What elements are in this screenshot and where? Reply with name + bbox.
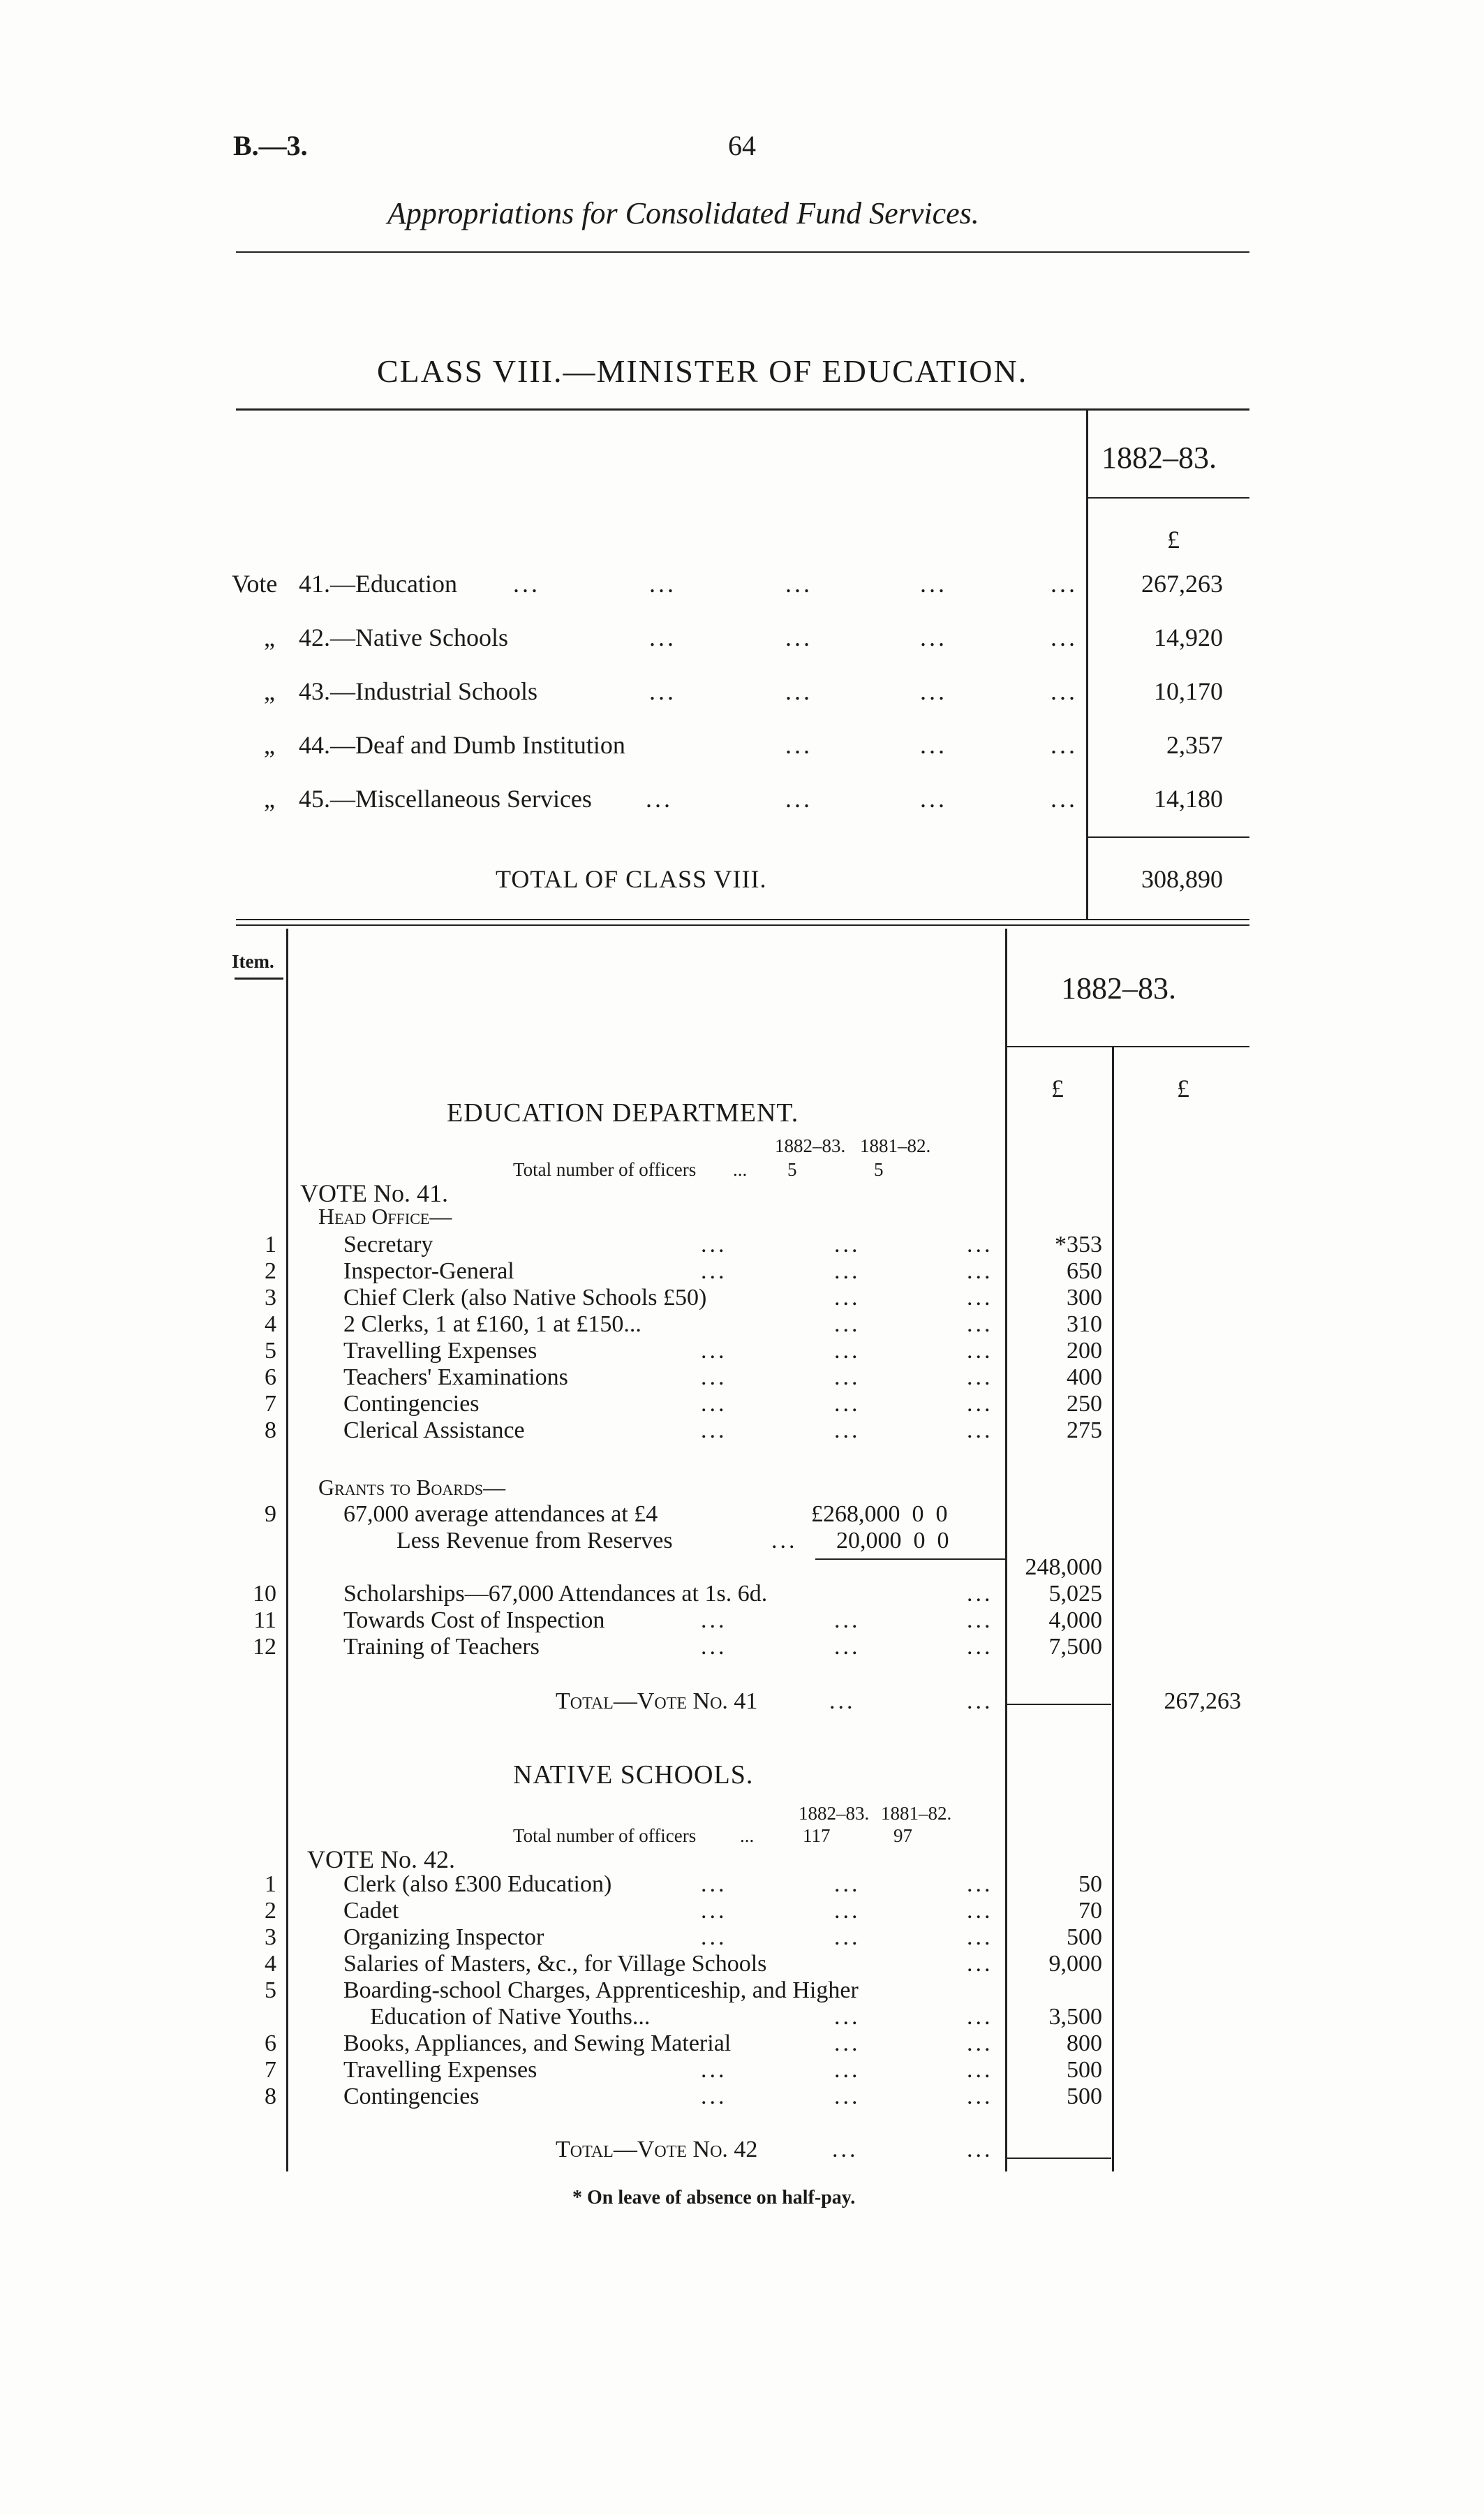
leader-dots: ... [967, 1364, 993, 1390]
summary-row-amount: 10,170 [1154, 677, 1223, 705]
item-number: 3 [265, 1924, 276, 1950]
class-title: CLASS VIII.—MINISTER OF EDUCATION. [377, 353, 1028, 389]
leader-dots: ... [920, 570, 947, 598]
item-number: 4 [265, 1311, 276, 1337]
leader-dots: ... [967, 2057, 993, 2083]
leader-dots: ... [967, 1688, 993, 1714]
education-officers-year2: 1881–82. [860, 1135, 931, 1156]
section-double-rule-bottom [236, 924, 1249, 926]
footnote: * On leave of absence on half-pay. [572, 2187, 856, 2208]
leader-dots: ... [1051, 785, 1078, 813]
education-officers-count2: 5 [874, 1159, 884, 1180]
summary-row-prefix: „ [264, 731, 275, 759]
vote-42-total-rule [1007, 2158, 1111, 2159]
leader-dots: ... [834, 2057, 861, 2083]
leader-dots: ... [967, 2030, 993, 2056]
item-number: 12 [253, 1634, 276, 1660]
item-label: Inspector-General [343, 1258, 514, 1284]
summary-row-prefix: „ [264, 624, 275, 651]
page-title: Appropriations for Consolidated Fund Services. [387, 196, 979, 230]
summary-row-amount: 267,263 [1141, 570, 1223, 598]
item-amount: 310 [1067, 1311, 1102, 1337]
leader-dots: ... [834, 2030, 861, 2056]
detail-year-rule [1007, 1046, 1249, 1047]
leader-dots: ... [920, 785, 947, 813]
amount-subcolumn-divider [1112, 1047, 1114, 2171]
vote-41-total-amount: 267,263 [1164, 1688, 1241, 1714]
item-amount: *353 [1055, 1232, 1102, 1258]
grant-line1-amount: £268,000 0 0 [811, 1501, 948, 1527]
item-label: Organizing Inspector [343, 1924, 544, 1950]
leader-dots: ... [649, 570, 676, 598]
item-amount: 500 [1067, 2083, 1102, 2109]
summary-top-rule [236, 408, 1249, 411]
item-label: Towards Cost of Inspection [343, 1607, 605, 1633]
leader-dots: ... [967, 1417, 993, 1443]
item-number: 11 [253, 1607, 276, 1633]
item-label: 2 Clerks, 1 at £160, 1 at £150... [343, 1311, 641, 1337]
item-number: 10 [253, 1581, 276, 1607]
vote-42-total-label: Total—Vote No. 42 [556, 2137, 758, 2162]
item-label: Clerk (also £300 Education) [343, 1871, 612, 1897]
leader-dots: ... [834, 1607, 861, 1633]
item-amount: 5,025 [1048, 1581, 1102, 1607]
detail-currency-col1: £ [1051, 1075, 1064, 1102]
leader-dots: ... [967, 1951, 993, 1977]
leader-dots: ... [829, 1688, 856, 1714]
vote-41-total-rule [1007, 1704, 1111, 1705]
leader-dots: ... [785, 624, 813, 651]
leader-dots: ... [834, 1311, 861, 1337]
item-number: 6 [265, 2030, 276, 2056]
item5-amount: 3,500 [1048, 2004, 1102, 2030]
leader-dots: ... [1051, 570, 1078, 598]
item-number: 2 [265, 1258, 276, 1284]
item5-label-line2: Education of Native Youths... [370, 2004, 651, 2030]
item-number: 9 [265, 1501, 276, 1527]
item-number: 6 [265, 1364, 276, 1390]
page-number: 64 [728, 130, 756, 161]
item-number: 5 [265, 1977, 276, 2003]
native-officers-count2: 97 [893, 1825, 912, 1846]
item-header-rule [235, 978, 283, 980]
leader-dots: ... [834, 1391, 861, 1417]
native-officers-label: Total number of officers [513, 1825, 697, 1846]
item-amount: 800 [1067, 2030, 1102, 2056]
item-amount: 250 [1067, 1391, 1102, 1417]
item-number: 7 [265, 1391, 276, 1417]
item-label: Clerical Assistance [343, 1417, 525, 1443]
leader-dots: ... [701, 1871, 727, 1897]
leader-dots: ... [834, 1417, 861, 1443]
item-label: Training of Teachers [343, 1634, 540, 1660]
leader-dots: ... [834, 1232, 861, 1258]
summary-row-prefix: „ [264, 785, 275, 813]
leader-dots: ... [967, 1232, 993, 1258]
item-label: Teachers' Examinations [343, 1364, 568, 1390]
leader-dots: ... [701, 1924, 727, 1950]
summary-row-label: 43.—Industrial Schools [299, 677, 537, 705]
leader-dots: ... [967, 1285, 993, 1311]
summary-year: 1882–83. [1101, 441, 1217, 475]
leader-dots: ... [920, 624, 947, 651]
leader-dots: ... [785, 785, 813, 813]
leader-dots: ... [1051, 677, 1078, 705]
item-label: Cadet [343, 1898, 399, 1924]
leader-dots: ... [733, 1159, 748, 1180]
item-number: 8 [265, 2083, 276, 2109]
leader-dots: ... [967, 1311, 993, 1337]
summary-row-label: 41.—Education [299, 570, 457, 598]
vote-42-heading: VOTE No. 42. [307, 1845, 455, 1873]
leader-dots: ... [701, 1338, 727, 1364]
item-amount: 7,500 [1048, 1634, 1102, 1660]
leader-dots: ... [967, 1924, 993, 1950]
summary-row-amount: 14,180 [1154, 785, 1223, 813]
item-number: 5 [265, 1338, 276, 1364]
grant-subtotal-rule [815, 1558, 1005, 1560]
leader-dots: ... [834, 1871, 861, 1897]
leader-dots: ... [701, 1364, 727, 1390]
grant-net-amount: 248,000 [1025, 1554, 1102, 1580]
summary-row-amount: 14,920 [1154, 624, 1223, 651]
leader-dots: ... [832, 2137, 859, 2162]
leader-dots: ... [967, 2083, 993, 2109]
summary-column-divider [1086, 411, 1088, 919]
leader-dots: ... [646, 785, 673, 813]
amount-column-divider [1005, 929, 1007, 2171]
education-officers-label: Total number of officers [513, 1159, 697, 1180]
item-label: Secretary [343, 1232, 433, 1258]
head-office-heading: Head Office— [318, 1204, 452, 1229]
document-reference: B.—3. [233, 130, 308, 161]
item-label: Scholarships—67,000 Attendances at 1s. 6d. [343, 1581, 768, 1607]
item-number: 1 [265, 1232, 276, 1258]
item-label: Travelling Expenses [343, 2057, 537, 2083]
vote-41-heading: VOTE No. 41. [300, 1179, 448, 1207]
leader-dots: ... [771, 1528, 798, 1554]
leader-dots: ... [834, 2083, 861, 2109]
education-officers-count1: 5 [787, 1159, 797, 1180]
summary-row-prefix: „ [264, 677, 275, 705]
leader-dots: ... [967, 1581, 993, 1607]
leader-dots: ... [920, 677, 947, 705]
education-officers-year1: 1882–83. [775, 1135, 846, 1156]
leader-dots: ... [834, 1338, 861, 1364]
leader-dots: ... [649, 624, 676, 651]
item-number: 8 [265, 1417, 276, 1443]
leader-dots: ... [967, 1898, 993, 1924]
item-number: 2 [265, 1898, 276, 1924]
item-amount: 650 [1067, 1258, 1102, 1284]
leader-dots: ... [785, 570, 813, 598]
leader-dots: ... [834, 1924, 861, 1950]
item-amount: 4,000 [1048, 1607, 1102, 1633]
item5-label-line1: Boarding-school Charges, Apprenticeship, and Higher [343, 1977, 859, 2003]
leader-dots: ... [785, 731, 813, 759]
grant-line1: 67,000 average attendances at £4 [343, 1501, 658, 1527]
leader-dots: ... [1051, 624, 1078, 651]
vote-41-total-label: Total—Vote No. 41 [556, 1688, 758, 1714]
education-heading: EDUCATION DEPARTMENT. [447, 1098, 799, 1128]
item-label: Books, Appliances, and Sewing Material [343, 2030, 732, 2056]
leader-dots: ... [834, 1364, 861, 1390]
leader-dots: ... [967, 2137, 993, 2162]
summary-row-label: 45.—Miscellaneous Services [299, 785, 592, 813]
leader-dots: ... [967, 1607, 993, 1633]
item-amount: 500 [1067, 1924, 1102, 1950]
leader-dots: ... [834, 1634, 861, 1660]
item-amount: 300 [1067, 1285, 1102, 1311]
summary-row-amount: 2,357 [1166, 731, 1223, 759]
leader-dots: ... [834, 1285, 861, 1311]
item-amount: 400 [1067, 1364, 1102, 1390]
summary-total-rule [1088, 836, 1249, 838]
item-amount: 50 [1078, 1871, 1102, 1897]
leader-dots: ... [740, 1825, 755, 1846]
leader-dots: ... [701, 2057, 727, 2083]
leader-dots: ... [967, 1871, 993, 1897]
grant-line2-amount: 20,000 0 0 [836, 1528, 949, 1554]
leader-dots: ... [967, 1634, 993, 1660]
section-double-rule-top [236, 919, 1249, 920]
leader-dots: ... [834, 2004, 861, 2030]
leader-dots: ... [701, 1232, 727, 1258]
native-heading: NATIVE SCHOOLS. [513, 1760, 754, 1790]
item-amount: 500 [1067, 2057, 1102, 2083]
leader-dots: ... [967, 1258, 993, 1284]
summary-currency: £ [1167, 526, 1180, 554]
item-number: 4 [265, 1951, 276, 1977]
item-amount: 200 [1067, 1338, 1102, 1364]
summary-total-label: TOTAL OF CLASS VIII. [496, 865, 767, 893]
native-officers-year1: 1882–83. [799, 1803, 870, 1824]
item-column-header: Item. [232, 951, 274, 972]
summary-row-label: 42.—Native Schools [299, 624, 508, 651]
grant-line2: Less Revenue from Reserves [396, 1528, 673, 1554]
summary-row-prefix: Vote [232, 570, 278, 598]
native-officers-year2: 1881–82. [881, 1803, 952, 1824]
header-rule [236, 251, 1249, 253]
summary-year-rule [1088, 497, 1249, 499]
leader-dots: ... [834, 1898, 861, 1924]
detail-year: 1882–83. [1061, 971, 1176, 1005]
item-label: Salaries of Masters, &c., for Village Schools [343, 1951, 767, 1977]
item-amount: 70 [1078, 1898, 1102, 1924]
leader-dots: ... [701, 1391, 727, 1417]
item-amount: 275 [1067, 1417, 1102, 1443]
summary-row-label: 44.—Deaf and Dumb Institution [299, 731, 625, 759]
item-amount: 9,000 [1048, 1951, 1102, 1977]
leader-dots: ... [834, 1258, 861, 1284]
leader-dots: ... [513, 570, 540, 598]
leader-dots: ... [1051, 731, 1078, 759]
leader-dots: ... [701, 1258, 727, 1284]
item-number: 3 [265, 1285, 276, 1311]
leader-dots: ... [785, 677, 813, 705]
item-column-divider [286, 929, 288, 2171]
leader-dots: ... [649, 677, 676, 705]
leader-dots: ... [701, 1634, 727, 1660]
leader-dots: ... [701, 1417, 727, 1443]
item-label: Chief Clerk (also Native Schools £50) [343, 1285, 707, 1311]
item-label: Contingencies [343, 2083, 480, 2109]
item-number: 7 [265, 2057, 276, 2083]
leader-dots: ... [967, 1338, 993, 1364]
item-label: Contingencies [343, 1391, 480, 1417]
leader-dots: ... [920, 731, 947, 759]
leader-dots: ... [967, 1391, 993, 1417]
leader-dots: ... [967, 2004, 993, 2030]
leader-dots: ... [701, 1607, 727, 1633]
item-label: Travelling Expenses [343, 1338, 537, 1364]
native-officers-count1: 117 [803, 1825, 831, 1846]
summary-total-amount: 308,890 [1141, 865, 1223, 893]
detail-currency-col2: £ [1177, 1075, 1189, 1102]
leader-dots: ... [701, 1898, 727, 1924]
grants-heading: Grants to Boards— [318, 1475, 506, 1500]
leader-dots: ... [701, 2083, 727, 2109]
item-number: 1 [265, 1871, 276, 1897]
